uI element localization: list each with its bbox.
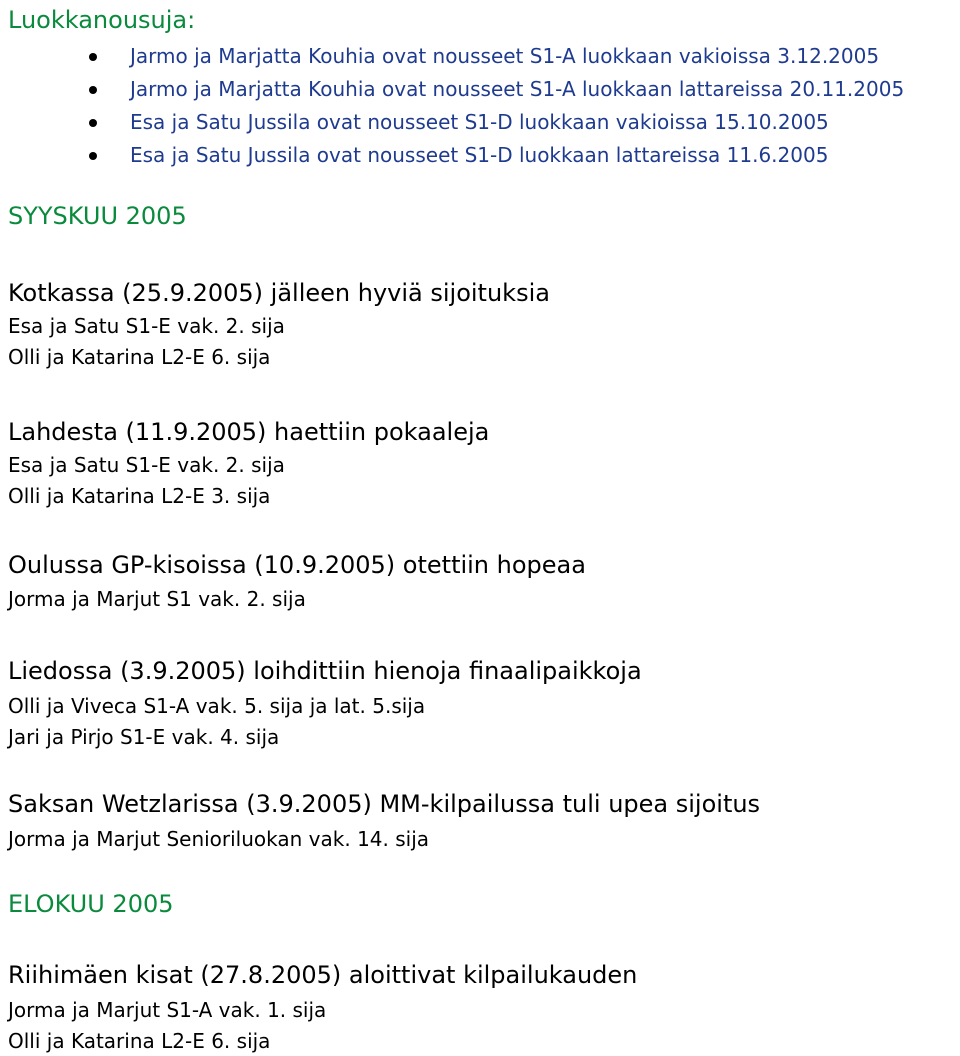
result-line: Olli ja Katarina L2-E 3. sija	[8, 484, 271, 508]
promotion-text: Esa ja Satu Jussila ovat nousseet S1-D luokkaan lattareissa 11.6.2005	[130, 143, 829, 167]
event-title-kotka: Kotkassa (25.9.2005) jälleen hyviä sijoituksia	[8, 279, 550, 307]
list-item	[0, 139, 904, 172]
event-title-riihimaki: Riihimäen kisat (27.8.2005) aloittivat kilpailukauden	[8, 961, 638, 989]
result-line: Olli ja Viveca S1-A vak. 5. sija ja lat. 5.sija	[8, 694, 426, 718]
list-item	[0, 106, 904, 139]
event-title-lieto: Liedossa (3.9.2005) loihdittiin hienoja finaalipaikkoja	[8, 657, 642, 685]
bullet-icon	[89, 53, 97, 61]
event-title-oulu: Oulussa GP-kisoissa (10.9.2005) otettiin hopeaa	[8, 551, 586, 579]
result-line: Olli ja Katarina L2-E 6. sija	[8, 345, 271, 369]
bullet-icon	[89, 86, 97, 94]
event-title-lahti: Lahdesta (11.9.2005) haettiin pokaaleja	[8, 418, 490, 446]
result-line: Esa ja Satu S1-E vak. 2. sija	[8, 314, 285, 338]
month-heading-syyskuu: SYYSKUU 2005	[8, 202, 187, 230]
result-line: Jorma ja Marjut S1 vak. 2. sija	[8, 587, 306, 611]
promotion-text: Esa ja Satu Jussila ovat nousseet S1-D luokkaan vakioissa 15.10.2005	[130, 110, 829, 134]
event-title-wetzlar: Saksan Wetzlarissa (3.9.2005) MM-kilpailussa tuli upea sijoitus	[8, 790, 761, 818]
list-item	[0, 73, 904, 106]
bullet-icon	[89, 119, 97, 127]
result-line: Jari ja Pirjo S1-E vak. 4. sija	[8, 725, 280, 749]
list-item	[0, 40, 904, 73]
result-line: Olli ja Katarina L2-E 6. sija	[8, 1029, 271, 1053]
result-line: Jorma ja Marjut S1-A vak. 1. sija	[8, 998, 327, 1022]
bullet-icon	[89, 152, 97, 160]
result-line: Esa ja Satu S1-E vak. 2. sija	[8, 453, 285, 477]
promotions-list	[0, 40, 904, 172]
promotion-text: Jarmo ja Marjatta Kouhia ovat nousseet S1-A luokkaan vakioissa 3.12.2005	[130, 44, 880, 68]
result-line: Jorma ja Marjut Senioriluokan vak. 14. sija	[8, 827, 430, 851]
month-heading-elokuu: ELOKUU 2005	[8, 890, 174, 918]
promotions-heading: Luokkanousuja:	[8, 6, 196, 34]
promotion-text: Jarmo ja Marjatta Kouhia ovat nousseet S1-A luokkaan lattareissa 20.11.2005	[130, 77, 905, 101]
